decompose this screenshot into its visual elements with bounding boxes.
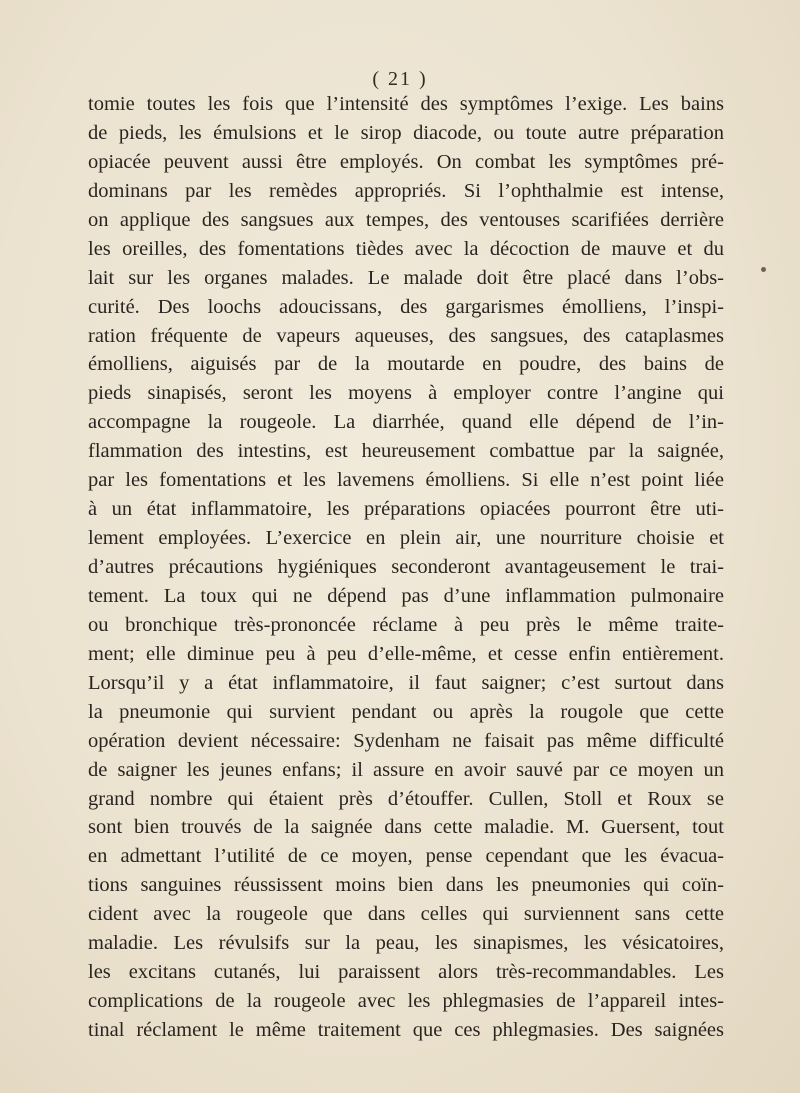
text-line: tement. La toux qui ne dépend pas d’une inflammation pulmonaire [88, 584, 724, 607]
text-line: d’autres précautions hygiéniques seconderont avantageusement le trai- [88, 556, 724, 578]
text-line: par les fomentations et les lavemens émolliens. Si elle n’est point liée [88, 469, 724, 492]
text-line: lement employées. L’exercice en plein air, une nourriture choisie et [88, 527, 724, 550]
text-line: de saigner les jeunes enfans; il assure en avoir sauvé par ce moyen un [88, 758, 724, 781]
text-line: on applique des sangsues aux tempes, des ventouses scarifiées derrière [88, 208, 724, 231]
text-line: cident avec la rougeole que dans celles qui surviennent sans cette [88, 903, 724, 926]
text-line: pieds sinapisés, seront les moyens à employer contre l’angine qui [88, 382, 724, 405]
text-line: opiacée peuvent aussi être employés. On combat les symptômes pré- [88, 150, 724, 173]
text-line: tomie toutes les fois que l’intensité des symptômes l’exige. Les bains [88, 93, 724, 115]
text-line: Lorsqu’il y a état inflammatoire, il faut saigner; c’est surtout dans [88, 671, 724, 694]
text-line: ration fréquente de vapeurs aqueuses, des sangsues, des cataplasmes [88, 324, 724, 347]
text-line: maladie. Les révulsifs sur la peau, les sinapismes, les vésicatoires, [88, 932, 724, 955]
text-line: sont bien trouvés de la saignée dans cette maladie. M. Guersent, tout [88, 816, 724, 839]
text-line: la pneumonie qui survient pendant ou après la rougole que cette [88, 700, 724, 723]
text-line: flammation des intestins, est heureusement combattue par la saignée, [88, 440, 724, 463]
text-line: tions sanguines réussissent moins bien dans les pneumonies qui coïn- [88, 874, 724, 897]
text-line: les oreilles, des fomentations tièdes avec la décoction de mauve et du [88, 237, 724, 260]
text-line: de pieds, les émulsions et le sirop diacode, ou toute autre préparation [88, 121, 724, 144]
text-line: les excitans cutanés, lui paraissent alors très-recommandables. Les [88, 961, 724, 984]
text-line: en admettant l’utilité de ce moyen, pense cependant que les évacua- [88, 845, 724, 868]
text-line: curité. Des loochs adoucissans, des gargarismes émolliens, l’inspi- [88, 295, 724, 318]
text-line: ou bronchique très-prononcée réclame à peu près le même traite- [88, 613, 724, 636]
text-line: lait sur les organes malades. Le malade doit être placé dans l’obs- [88, 266, 724, 289]
paper-speck [761, 267, 766, 272]
body-text [88, 90, 724, 1045]
page-number: ( 21 ) [372, 68, 428, 90]
text-line: émolliens, aiguisés par de la moutarde en poudre, des bains de [88, 353, 724, 376]
text-line: grand nombre qui étaient près d’étouffer. Cullen, Stoll et Roux se [88, 787, 724, 810]
text-line: dominans par les remèdes appropriés. Si l’ophthalmie est intense, [88, 179, 724, 202]
text-line: opération devient nécessaire: Sydenham ne faisait pas même difficulté [88, 729, 724, 752]
text-line: accompagne la rougeole. La diarrhée, quand elle dépend de l’in- [88, 411, 724, 434]
text-line: tinal réclament le même traitement que ces phlegmasies. Des saignées [88, 1019, 724, 1041]
text-line: à un état inflammatoire, les préparations opiacées pourront être uti- [88, 498, 724, 521]
text-line: ment; elle diminue peu à peu d’elle-même, et cesse enfin entièrement. [88, 642, 724, 665]
text-line: complications de la rougeole avec les phlegmasies de l’appareil intes- [88, 990, 724, 1013]
